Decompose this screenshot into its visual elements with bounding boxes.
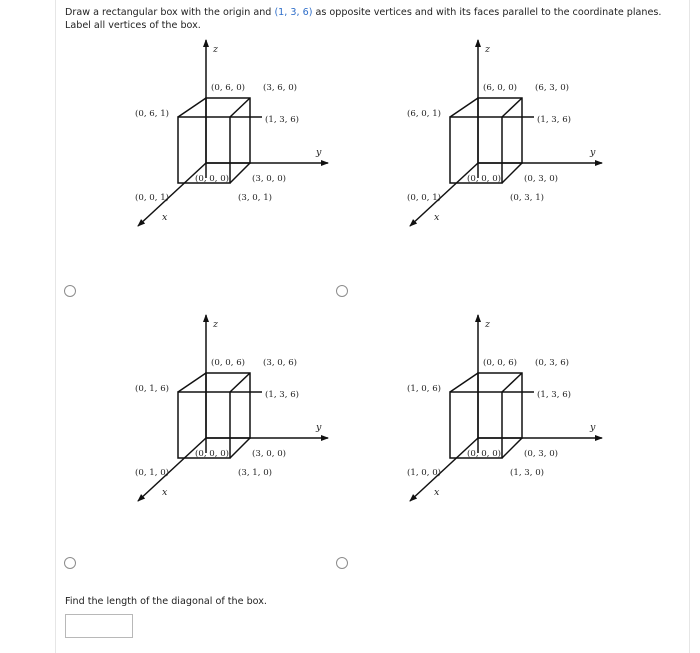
vertex-label: (3, 0, 0) <box>252 174 287 184</box>
vertex-label: (6, 3, 0) <box>535 83 570 93</box>
vertex-label: (6, 0, 1) <box>407 109 442 119</box>
x-axis-label: x <box>434 487 440 498</box>
vertex-label: (3, 0, 1) <box>238 193 273 203</box>
option-d-figure <box>372 305 632 535</box>
vertex-label: (6, 0, 0) <box>483 83 518 93</box>
box-diagram <box>372 30 632 260</box>
question-text: Draw a rectangular box with the origin and (1, 3, 6) as opposite vertices and with its faces parallel to the coordinate planes. Label all vertices of the box. <box>65 7 662 31</box>
vertex-label: (0, 0, 1) <box>407 193 442 203</box>
y-axis-label: y <box>590 147 596 158</box>
x-axis-label: x <box>162 487 168 498</box>
vertex-label: (0, 3, 0) <box>524 449 559 459</box>
vertex-label: (1, 3, 6) <box>265 390 300 400</box>
vertex-label: (1, 3, 6) <box>537 115 572 125</box>
x-axis-label: x <box>162 212 168 223</box>
vertex-label: (0, 0, 1) <box>135 193 170 203</box>
vertex-label: (1, 3, 0) <box>510 468 545 478</box>
vertex-label: (0, 0, 6) <box>211 358 246 368</box>
y-axis-label: y <box>316 147 322 158</box>
vertex-label: (0, 1, 0) <box>135 468 170 478</box>
vertex-label: (3, 0, 6) <box>263 358 298 368</box>
diagonal-question: Find the length of the diagonal of the box. <box>65 596 267 607</box>
vertex-label: (0, 3, 6) <box>535 358 570 368</box>
vertex-label: (0, 0, 0) <box>467 174 502 184</box>
vertex-label: (3, 6, 0) <box>263 83 298 93</box>
box-diagram <box>100 305 360 535</box>
vertex-label: (0, 3, 0) <box>524 174 559 184</box>
vertex-label: (0, 1, 6) <box>135 384 170 394</box>
box-diagram <box>100 30 360 260</box>
option-a-radio[interactable] <box>64 285 76 297</box>
option-d-radio[interactable] <box>336 557 348 569</box>
vertex-label: (3, 0, 0) <box>252 449 287 459</box>
vertex-label: (3, 1, 0) <box>238 468 273 478</box>
y-axis-label: y <box>316 422 322 433</box>
z-axis-label: z <box>485 319 491 330</box>
option-a-figure <box>100 30 360 260</box>
y-axis-label: y <box>590 422 596 433</box>
vertex-label: (0, 0, 0) <box>195 449 230 459</box>
target-vertex: (1, 3, 6) <box>274 7 313 18</box>
vertex-label: (0, 0, 6) <box>483 358 518 368</box>
vertex-label: (1, 3, 6) <box>265 115 300 125</box>
z-axis-label: z <box>485 44 491 55</box>
option-c-figure <box>100 305 360 535</box>
vertex-label: (0, 0, 0) <box>195 174 230 184</box>
vertex-label: (1, 3, 6) <box>537 390 572 400</box>
x-axis-label: x <box>434 212 440 223</box>
option-b-figure <box>372 30 632 260</box>
z-axis-label: z <box>213 44 219 55</box>
vertex-label: (0, 6, 1) <box>135 109 170 119</box>
option-c-radio[interactable] <box>64 557 76 569</box>
diagonal-answer-input[interactable] <box>65 614 133 638</box>
option-b-radio[interactable] <box>336 285 348 297</box>
vertex-label: (0, 0, 0) <box>467 449 502 459</box>
vertex-label: (1, 0, 0) <box>407 468 442 478</box>
z-axis-label: z <box>213 319 219 330</box>
vertex-label: (0, 3, 1) <box>510 193 545 203</box>
vertex-label: (0, 6, 0) <box>211 83 246 93</box>
vertex-label: (1, 0, 6) <box>407 384 442 394</box>
box-diagram <box>372 305 632 535</box>
